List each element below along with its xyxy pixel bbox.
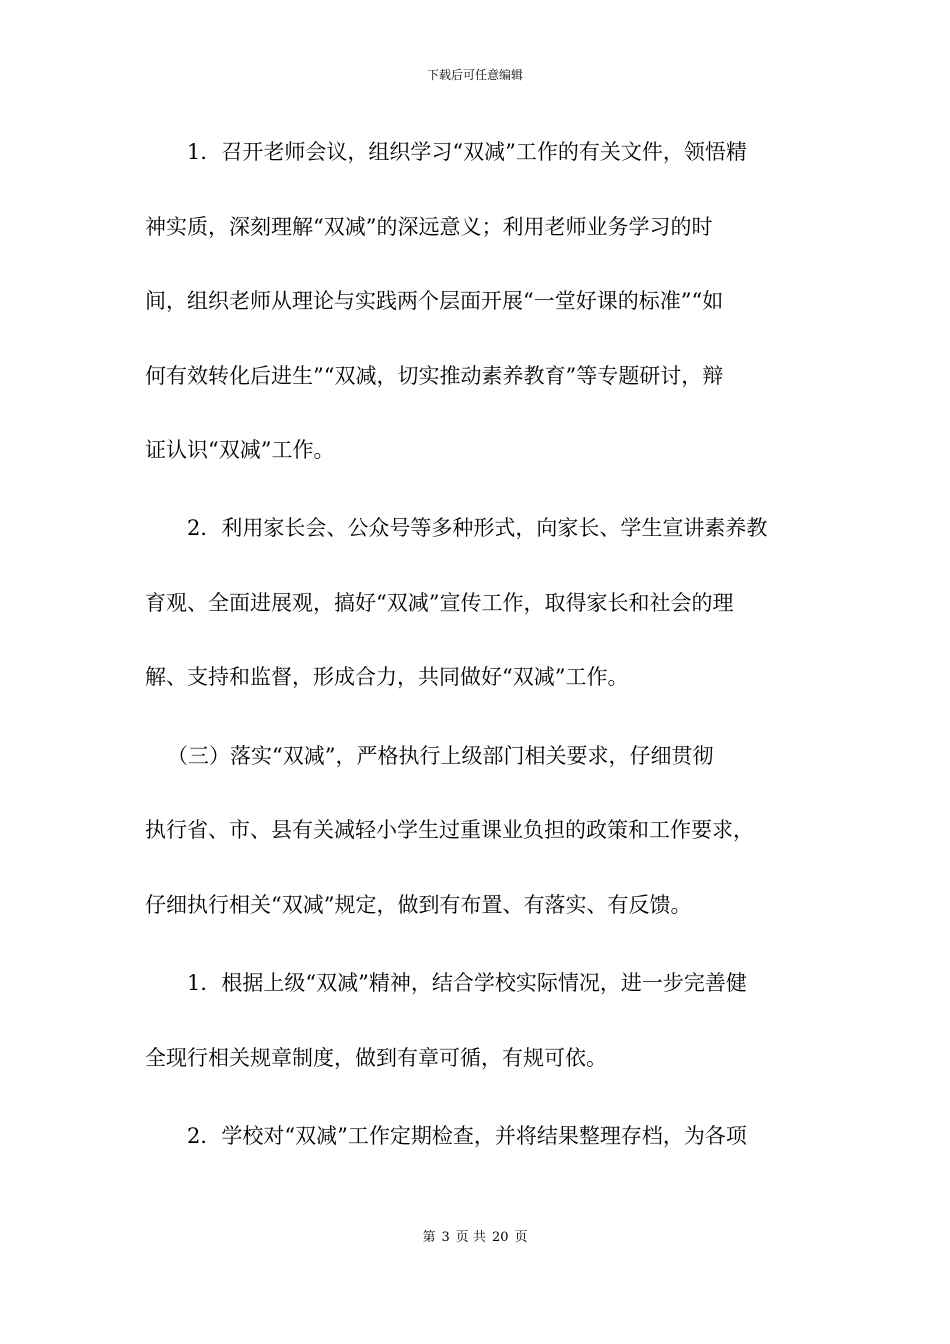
paragraph-line: 1．召开老师会议，组织学习“双减”工作的有关文件，领悟精	[187, 140, 747, 164]
paragraph-line: 仔细执行相关“双减”规定，做到有布置、有落实、有反馈。	[145, 893, 692, 917]
paragraph-line: 2．利用家长会、公众号等多种形式，向家长、学生宣讲素养教	[187, 516, 768, 540]
paragraph-line: 育观、全面进展观，搞好“双减”宣传工作，取得家长和社会的理	[145, 591, 734, 615]
paragraph-line: 全现行相关规章制度，做到有章可循，有规可依。	[145, 1046, 607, 1070]
footer-prefix: 第	[422, 1230, 436, 1245]
paragraph-line: 执行省、市、县有关减轻小学生过重课业负担的政策和工作要求，	[145, 818, 754, 842]
page-number: 3	[441, 1230, 450, 1245]
paragraph-line: 1．根据上级“双减”精神，结合学校实际情况，进一步完善健	[187, 971, 747, 995]
paragraph-line: 何有效转化后进生”“双减，切实推动素养教育”等专题研讨，辩	[145, 364, 724, 388]
page-footer	[0, 1229, 950, 1247]
page-header: 下载后可任意编辑	[426, 68, 523, 82]
paragraph-line: 2．学校对“双减”工作定期检查，并将结果整理存档，为各项	[187, 1124, 747, 1148]
total-pages: 20	[491, 1230, 509, 1245]
footer-suffix: 页	[514, 1230, 528, 1245]
paragraph-line: 证认识“双减”工作。	[145, 438, 335, 462]
paragraph-line: 神实质，深刻理解“双减”的深远意义；利用老师业务学习的时	[145, 215, 713, 239]
paragraph-line: 解、支持和监督，形成合力，共同做好“双减”工作。	[145, 665, 629, 689]
paragraph-line: 间，组织老师从理论与实践两个层面开展“一堂好课的标准”“如	[145, 289, 724, 313]
footer-mid: 页 共	[455, 1230, 486, 1245]
paragraph-line: （三）落实“双减”，严格执行上级部门相关要求，仔细贯彻	[167, 744, 714, 768]
